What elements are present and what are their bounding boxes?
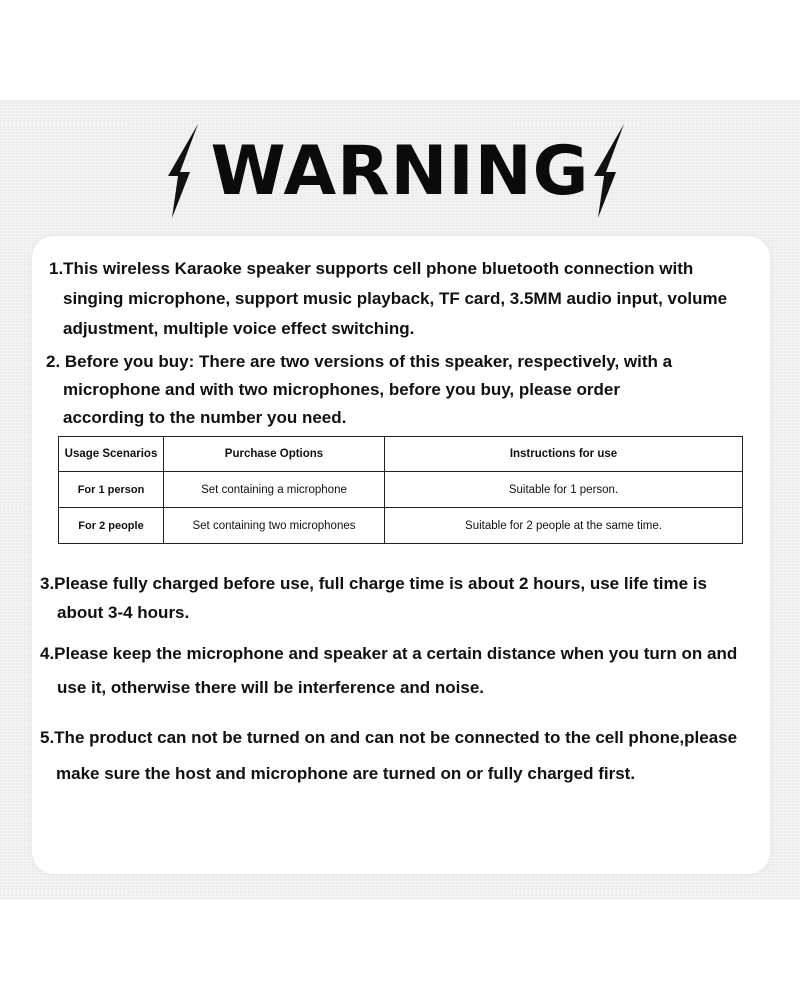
warning-item-1 (49, 254, 727, 344)
item-line: 5.The product can not be turned on and can not be connected to the cell phone,please (40, 728, 738, 747)
warning-header (0, 120, 800, 220)
item-line: according to the number you need. (63, 408, 347, 427)
item-line: about 3-4 hours. (57, 603, 190, 622)
item-line: use it, otherwise there will be interference and noise. (57, 678, 485, 697)
item-line: 2. Before you buy: There are two versions of this speaker, respectively, with a (46, 352, 673, 371)
warning-item-3 (40, 569, 707, 627)
item-line: make sure the host and microphone are turned on or fully charged first. (56, 764, 636, 783)
page-title: WARNING (210, 132, 590, 211)
table-cell: For 1 person (59, 472, 164, 508)
table-cell: Suitable for 2 people at the same time. (385, 508, 743, 544)
warning-item-2 (46, 348, 672, 432)
column-header: Instructions for use (385, 437, 743, 472)
table-cell: For 2 people (59, 508, 164, 544)
item-line: 4.Please keep the microphone and speaker at a certain distance when you turn on and (40, 644, 738, 663)
item-line: singing microphone, support music playback, TF card, 3.5MM audio input, volume (63, 289, 728, 308)
table-cell: Set containing a microphone (164, 472, 385, 508)
item-line: adjustment, multiple voice effect switching. (63, 319, 415, 338)
table-row (59, 508, 743, 544)
version-table (58, 436, 743, 544)
item-line: 3.Please fully charged before use, full charge time is about 2 hours, use life time is (40, 574, 707, 593)
column-header: Purchase Options (164, 437, 385, 472)
table-header-row (59, 437, 743, 472)
table-cell: Set containing two microphones (164, 508, 385, 544)
item-line: microphone and with two microphones, before you buy, please order (63, 380, 620, 399)
item-line: 1.This wireless Karaoke speaker supports cell phone bluetooth connection with (49, 259, 694, 278)
warning-item-4 (40, 637, 737, 705)
column-header: Usage Scenarios (59, 437, 164, 472)
warning-item-5 (40, 720, 737, 792)
table-cell: Suitable for 1 person. (385, 472, 743, 508)
lightning-bolt-icon (592, 124, 628, 218)
warning-card (32, 236, 770, 874)
table-row (59, 472, 743, 508)
